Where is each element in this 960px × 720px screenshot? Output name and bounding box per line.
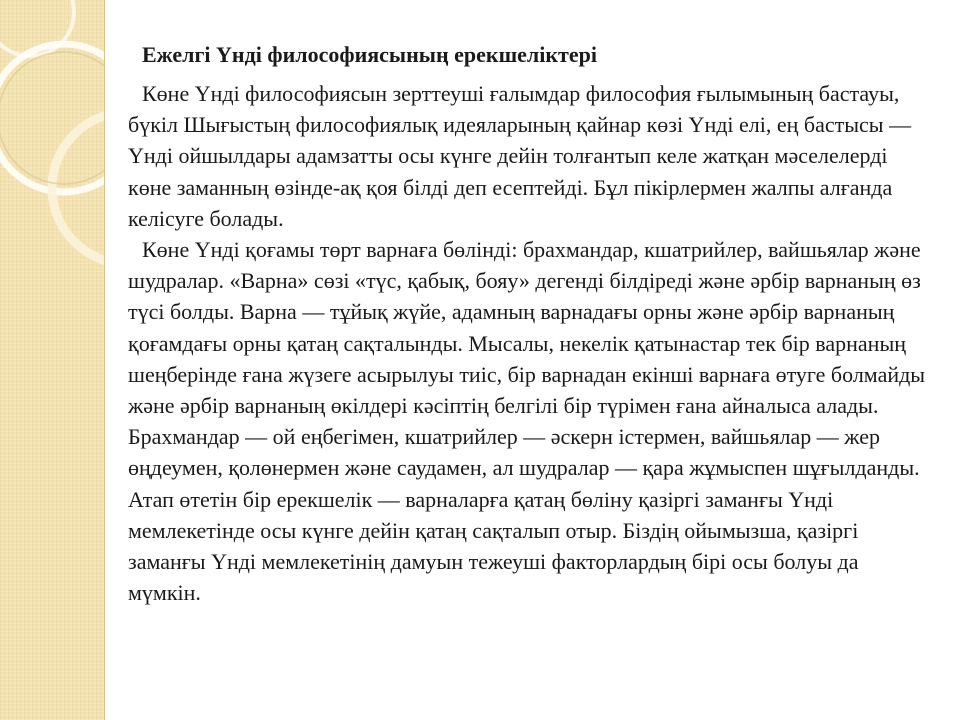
decorative-side-panel (0, 0, 105, 720)
slide-title: Ежелгі Үнді философиясының ерекшеліктері (142, 42, 597, 67)
paragraph-intro: Көне Үнді философиясын зерттеуші ғалымдар философия ғылымының бастауы, бүкіл Шығыстың философиялық идеяларының қайнар көзі Үнді елі, ең бастысы — Үнді ойшылдары адамзатты осы күнге дейін толғантып келе жатқан мәселелерді көне заманның өзінде-ақ қоя білді деп есептейді. Бұл пікірлермен жалпы алғанда келісуге болады. (128, 81, 912, 231)
paragraph-varna-system: Көне Үнді қоғамы төрт варнаға бөлінді: брахмандар, кшатрийлер, вайшьялар және шудралар. «Варна» сөзі «түс, қабық, бояу» дегенді білдіреді және әрбір варнаның өз түсі болды. Варна — тұйық жүйе, адамның варнадағы орны және әрбір варнаның қоғамдағы орны қатаң сақталынды. Мысалы, некелік қатынастар тек бір варнаның шеңберінде ғана жүзеге асырылуы тиіс, бір варнадан екінші варнаға өтуге болмайды және әрбір варнаның өкілдері кәсіптің белгілі бір түрімен ғана айналыса алады. Брахмандар — ой еңбегімен, кшатрийлер — әскерн істермен, вайшьялар — жер өңдеумен, қолөнермен және саудамен, ал шудралар — қара жұмыспен шұғылданды. Атап өтетін бір ерекшелік — варналарға қатаң бөліну қазіргі заманғы Үнді мемлекетінде осы күнге дейін қатаң сақталып отыр. Біздің ойымызша, қазіргі заманғы Үнді мемлекетінің дамуын тежеуші факторлардың бірі осы болуы да мүмкін. (128, 237, 926, 606)
decorative-rings-graphic (0, 0, 104, 720)
slide-content (128, 36, 928, 608)
